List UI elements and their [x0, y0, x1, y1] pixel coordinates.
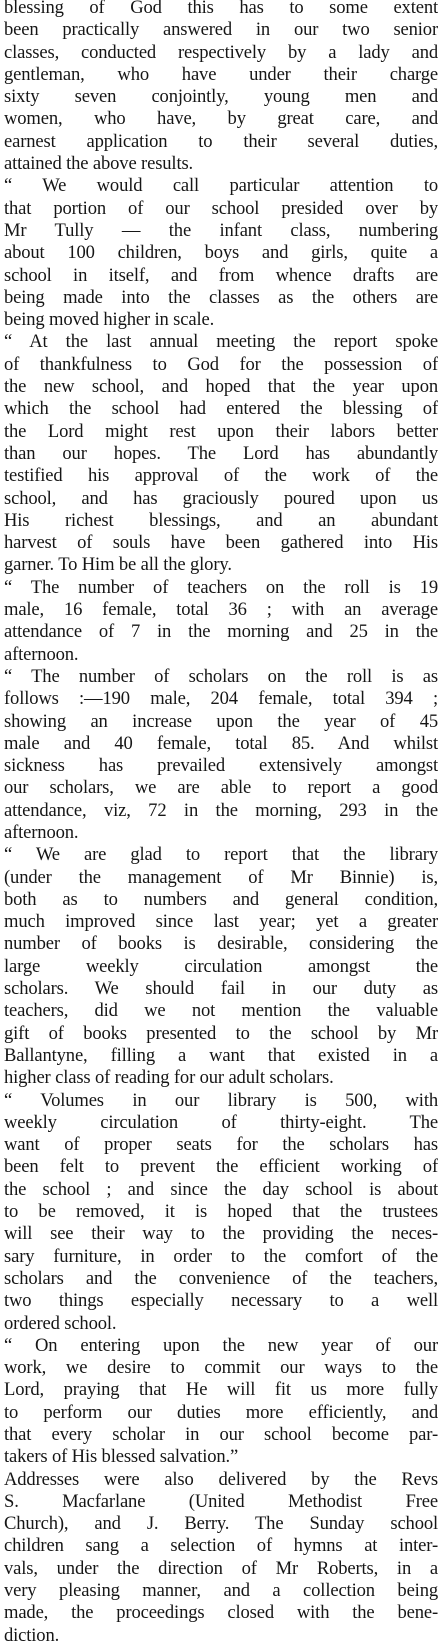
paragraph-annual-meeting — [4, 331, 438, 576]
paragraph-library — [4, 844, 438, 1089]
text-line: vals, under the direction of Mr Roberts, in a — [4, 1557, 438, 1579]
text-line: “ On entering upon the new year of our — [4, 1334, 438, 1356]
text-line: harvest of souls have been gathered into His — [4, 532, 438, 554]
text-line: school, and has graciously poured upon us — [4, 487, 438, 509]
text-line: male, 16 female, total 36 ; with an average — [4, 599, 438, 621]
text-line: earnest application to their several duties, — [4, 130, 438, 152]
text-line: higher class of reading for our adult scholars. — [4, 1067, 334, 1089]
text-line: which the school had entered the blessing of — [4, 398, 438, 420]
text-line: the Lord might rest upon their labors better — [4, 420, 438, 442]
paragraph-infant-class — [4, 175, 438, 331]
text-line: follows :—190 male, 204 female, total 394 ; — [4, 688, 438, 710]
text-line: to perform our duties more efficiently, and — [4, 1401, 438, 1423]
text-line: “ We would call particular attention to — [4, 175, 438, 197]
text-line: “ We are glad to report that the library — [4, 844, 438, 866]
newspaper-article-column — [4, 0, 438, 1647]
text-line: made, the proceedings closed with the bene- — [4, 1602, 438, 1624]
text-line: attendance, viz, 72 in the morning, 293 in the — [4, 799, 438, 821]
text-line: about 100 children, boys and girls, quite a — [4, 242, 438, 264]
text-line: will see their way to the providing the neces- — [4, 1223, 438, 1245]
text-line: teachers, did we not mention the valuable — [4, 1000, 438, 1022]
text-line: takers of His blessed salvation.” — [4, 1446, 239, 1468]
text-line: S. Macfarlane (United Methodist Free — [4, 1490, 438, 1512]
text-line: garner. To Him be all the glory. — [4, 554, 232, 576]
text-line: Lord, praying that He will fit us more fully — [4, 1379, 438, 1401]
paragraph-senior-classes — [4, 0, 438, 175]
text-line: “ The number of scholars on the roll is as — [4, 665, 438, 687]
text-line: male and 40 female, total 85. And whilst — [4, 732, 438, 754]
text-line: than our hopes. The Lord has abundantly — [4, 442, 438, 464]
text-line: school in itself, and from whence drafts are — [4, 264, 438, 286]
text-line: being made into the classes as the others are — [4, 286, 438, 308]
text-line: gift of books presented to the school by Mr — [4, 1022, 438, 1044]
text-line: afternoon. — [4, 643, 79, 665]
text-line: of thankfulness to God for the possession of — [4, 353, 438, 375]
text-line: gentleman, who have under their charge — [4, 63, 438, 85]
text-line: being moved higher in scale. — [4, 309, 215, 331]
text-line: “ The number of teachers on the roll is 19 — [4, 576, 438, 598]
text-line: scholars. We should fail in our duty as — [4, 978, 438, 1000]
text-line: scholars and the convenience of the teachers, — [4, 1267, 438, 1289]
paragraph-scholars-count — [4, 666, 438, 844]
text-line: attendance of 7 in the morning and 25 in the — [4, 621, 438, 643]
text-line: Church), and J. Berry. The Sunday school — [4, 1513, 438, 1535]
text-line: women, who have, by great care, and — [4, 108, 438, 130]
text-line: two things especially necessary to a well — [4, 1290, 438, 1312]
text-line: weekly circulation of thirty-eight. The — [4, 1111, 438, 1133]
text-line: to be removed, it is hoped that the trustees — [4, 1201, 438, 1223]
text-line: work, we desire to commit our ways to the — [4, 1357, 438, 1379]
paragraph-addresses — [4, 1469, 438, 1647]
text-line: our scholars, we are able to report a good — [4, 777, 438, 799]
text-line: classes, conducted respectively by a lady and — [4, 41, 438, 63]
text-line: that portion of our school presided over by — [4, 197, 438, 219]
text-line: children sang a selection of hymns at inter- — [4, 1535, 438, 1557]
text-line: much improved since last year; yet a greater — [4, 911, 438, 933]
text-line: blessing of God this has to some extent — [4, 0, 438, 18]
text-line: afternoon. — [4, 821, 79, 843]
text-line: (under the management of Mr Binnie) is, — [4, 866, 438, 888]
text-line: “ Volumes in our library is 500, with — [4, 1089, 438, 1111]
text-line: sary furniture, in order to the comfort of the — [4, 1245, 438, 1267]
text-line: very pleasing manner, and a collection being — [4, 1580, 438, 1602]
text-line: Ballantyne, filling a want that existed in a — [4, 1044, 438, 1066]
text-line: Mr Tully — the infant class, numbering — [4, 219, 438, 241]
text-line: Addresses were also delivered by the Revs — [4, 1468, 438, 1490]
text-line: sickness has prevailed extensively amongst — [4, 755, 438, 777]
text-line: attained the above results. — [4, 153, 194, 175]
text-line: number of books is desirable, considering the — [4, 933, 438, 955]
text-line: diction. — [4, 1624, 60, 1646]
paragraph-new-year — [4, 1335, 438, 1469]
paragraph-teachers-count — [4, 577, 438, 666]
text-line: “ At the last annual meeting the report spoke — [4, 331, 438, 353]
text-line: been felt to prevent the efficient working of — [4, 1156, 438, 1178]
text-line: showing an increase upon the year of 45 — [4, 710, 438, 732]
text-line: that every scholar in our school become par- — [4, 1424, 438, 1445]
text-line: testified his approval of the work of the — [4, 465, 438, 487]
text-line: sixty seven conjointly, young men and — [4, 86, 438, 108]
text-line: large weekly circulation amongst the — [4, 955, 438, 977]
text-line: ordered school. — [4, 1312, 117, 1334]
text-line: both as to numbers and general condition, — [4, 888, 438, 910]
paragraph-volumes — [4, 1090, 438, 1335]
text-line: want of proper seats for the scholars has — [4, 1134, 438, 1156]
text-line: the school ; and since the day school is about — [4, 1178, 438, 1200]
text-line: the new school, and hoped that the year upon — [4, 376, 438, 398]
text-line: His richest blessings, and an abundant — [4, 509, 438, 531]
text-line: been practically answered in our two senior — [4, 19, 438, 41]
